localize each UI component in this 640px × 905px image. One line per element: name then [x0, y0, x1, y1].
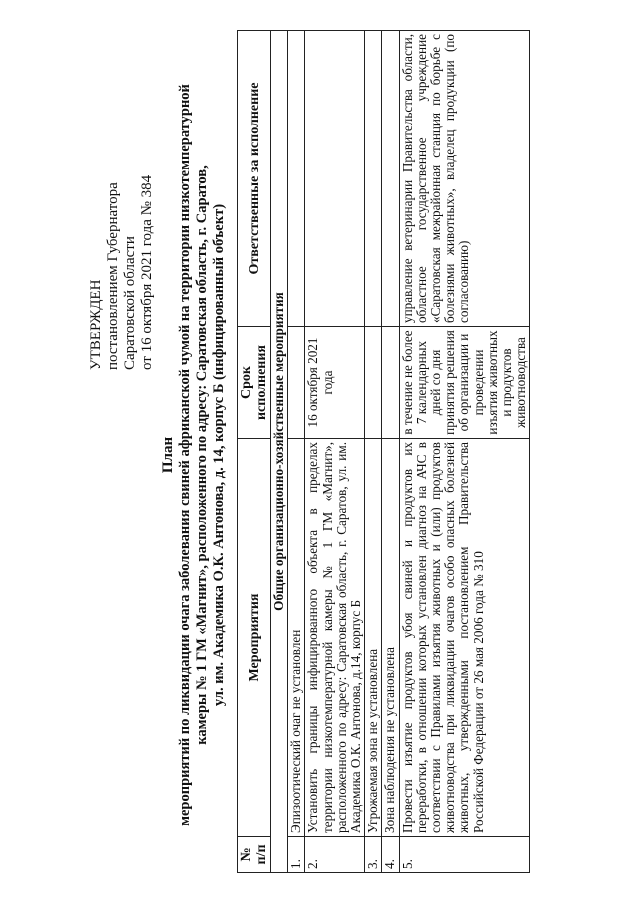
row-activity: Установить границы инфицированного объекта в пределах территории низкотемпературной камеры № 1 ГМ «Магнит», расположенного по адресу: Саратовская область, г. Саратов, ул. им. Академика О.К. Антонова, д.14, корпус Б: [305, 439, 365, 837]
approval-stamp: [88, 40, 156, 370]
row-activity: Угрожаемая зона не установлена: [365, 439, 382, 837]
header-deadline: Срок исполнения: [238, 327, 271, 439]
header-num: № п/п: [238, 837, 271, 873]
approval-line-4: от 16 октября 2021 года № 384: [139, 174, 155, 370]
row-deadline: [365, 327, 382, 439]
title-line-2: камеры № 1 ГМ «Магнит», расположенного по адресу: Саратовская область, г. Саратов,: [194, 165, 210, 745]
row-num: 3.: [365, 837, 382, 873]
table-row: [365, 31, 382, 873]
header-activity: Мероприятия: [238, 439, 271, 837]
table-row: [399, 31, 530, 873]
table-header-row: [238, 31, 271, 873]
row-num: 4.: [382, 837, 399, 873]
row-activity: Провести изъятие продуктов убоя свиней и продуктов их переработки, в отношении которых установлен диагноз на АЧС в соответствии с Правилами изъятия животных и (или) продуктов животноводства при ликвидации очагов особо опасных болезней животных, утвержденными постановлением Правительства Российской Федерации от 26 мая 2006 года № 310: [399, 439, 530, 837]
row-activity: Эпизоотический очаг не установлен: [288, 439, 305, 837]
row-num: 5.: [399, 837, 530, 873]
row-responsible: [382, 31, 399, 327]
document-title: [160, 45, 228, 865]
approval-line-3: Саратовской области: [122, 236, 138, 370]
section-title: Общие организационно-хозяйственные мероприятия: [271, 31, 288, 873]
row-deadline: [382, 327, 399, 439]
row-num: 2.: [305, 837, 365, 873]
row-deadline: [288, 327, 305, 439]
header-responsible: Ответственные за исполнение: [238, 31, 271, 327]
row-deadline: 16 октября 2021 года: [305, 327, 365, 439]
row-activity: Зона наблюдения не установлена: [382, 439, 399, 837]
section-row: [271, 31, 288, 873]
row-num: 1.: [288, 837, 305, 873]
title-line-1: мероприятий по ликвидации очага заболевания свиней африканской чумой на территории низкотемпературной: [177, 84, 193, 826]
approval-line-1: УТВЕРЖДЕН: [88, 279, 104, 370]
approval-line-2: постановлением Губернатора: [105, 182, 121, 370]
table-row: [305, 31, 365, 873]
title-heading: План: [160, 436, 176, 474]
row-responsible: [305, 31, 365, 327]
table-row: [288, 31, 305, 873]
table-row: [382, 31, 399, 873]
row-deadline: в течение не более 7 календарных дней со дня принятия решения об организации и проведении изъятия животных и продуктов животноводства: [399, 327, 530, 439]
row-responsible: [288, 31, 305, 327]
row-responsible: управление ветеринарии Правительства области, областное государственное учреждение «Саратовская межрайонная станция по борьбе с болезнями животных», владелец продукции (по согласованию): [399, 31, 530, 327]
row-responsible: [365, 31, 382, 327]
title-line-3: ул. им. Академика О.К. Антонова, д. 14, корпус Б (инфицированный объект): [211, 203, 227, 707]
plan-table: [237, 30, 530, 873]
